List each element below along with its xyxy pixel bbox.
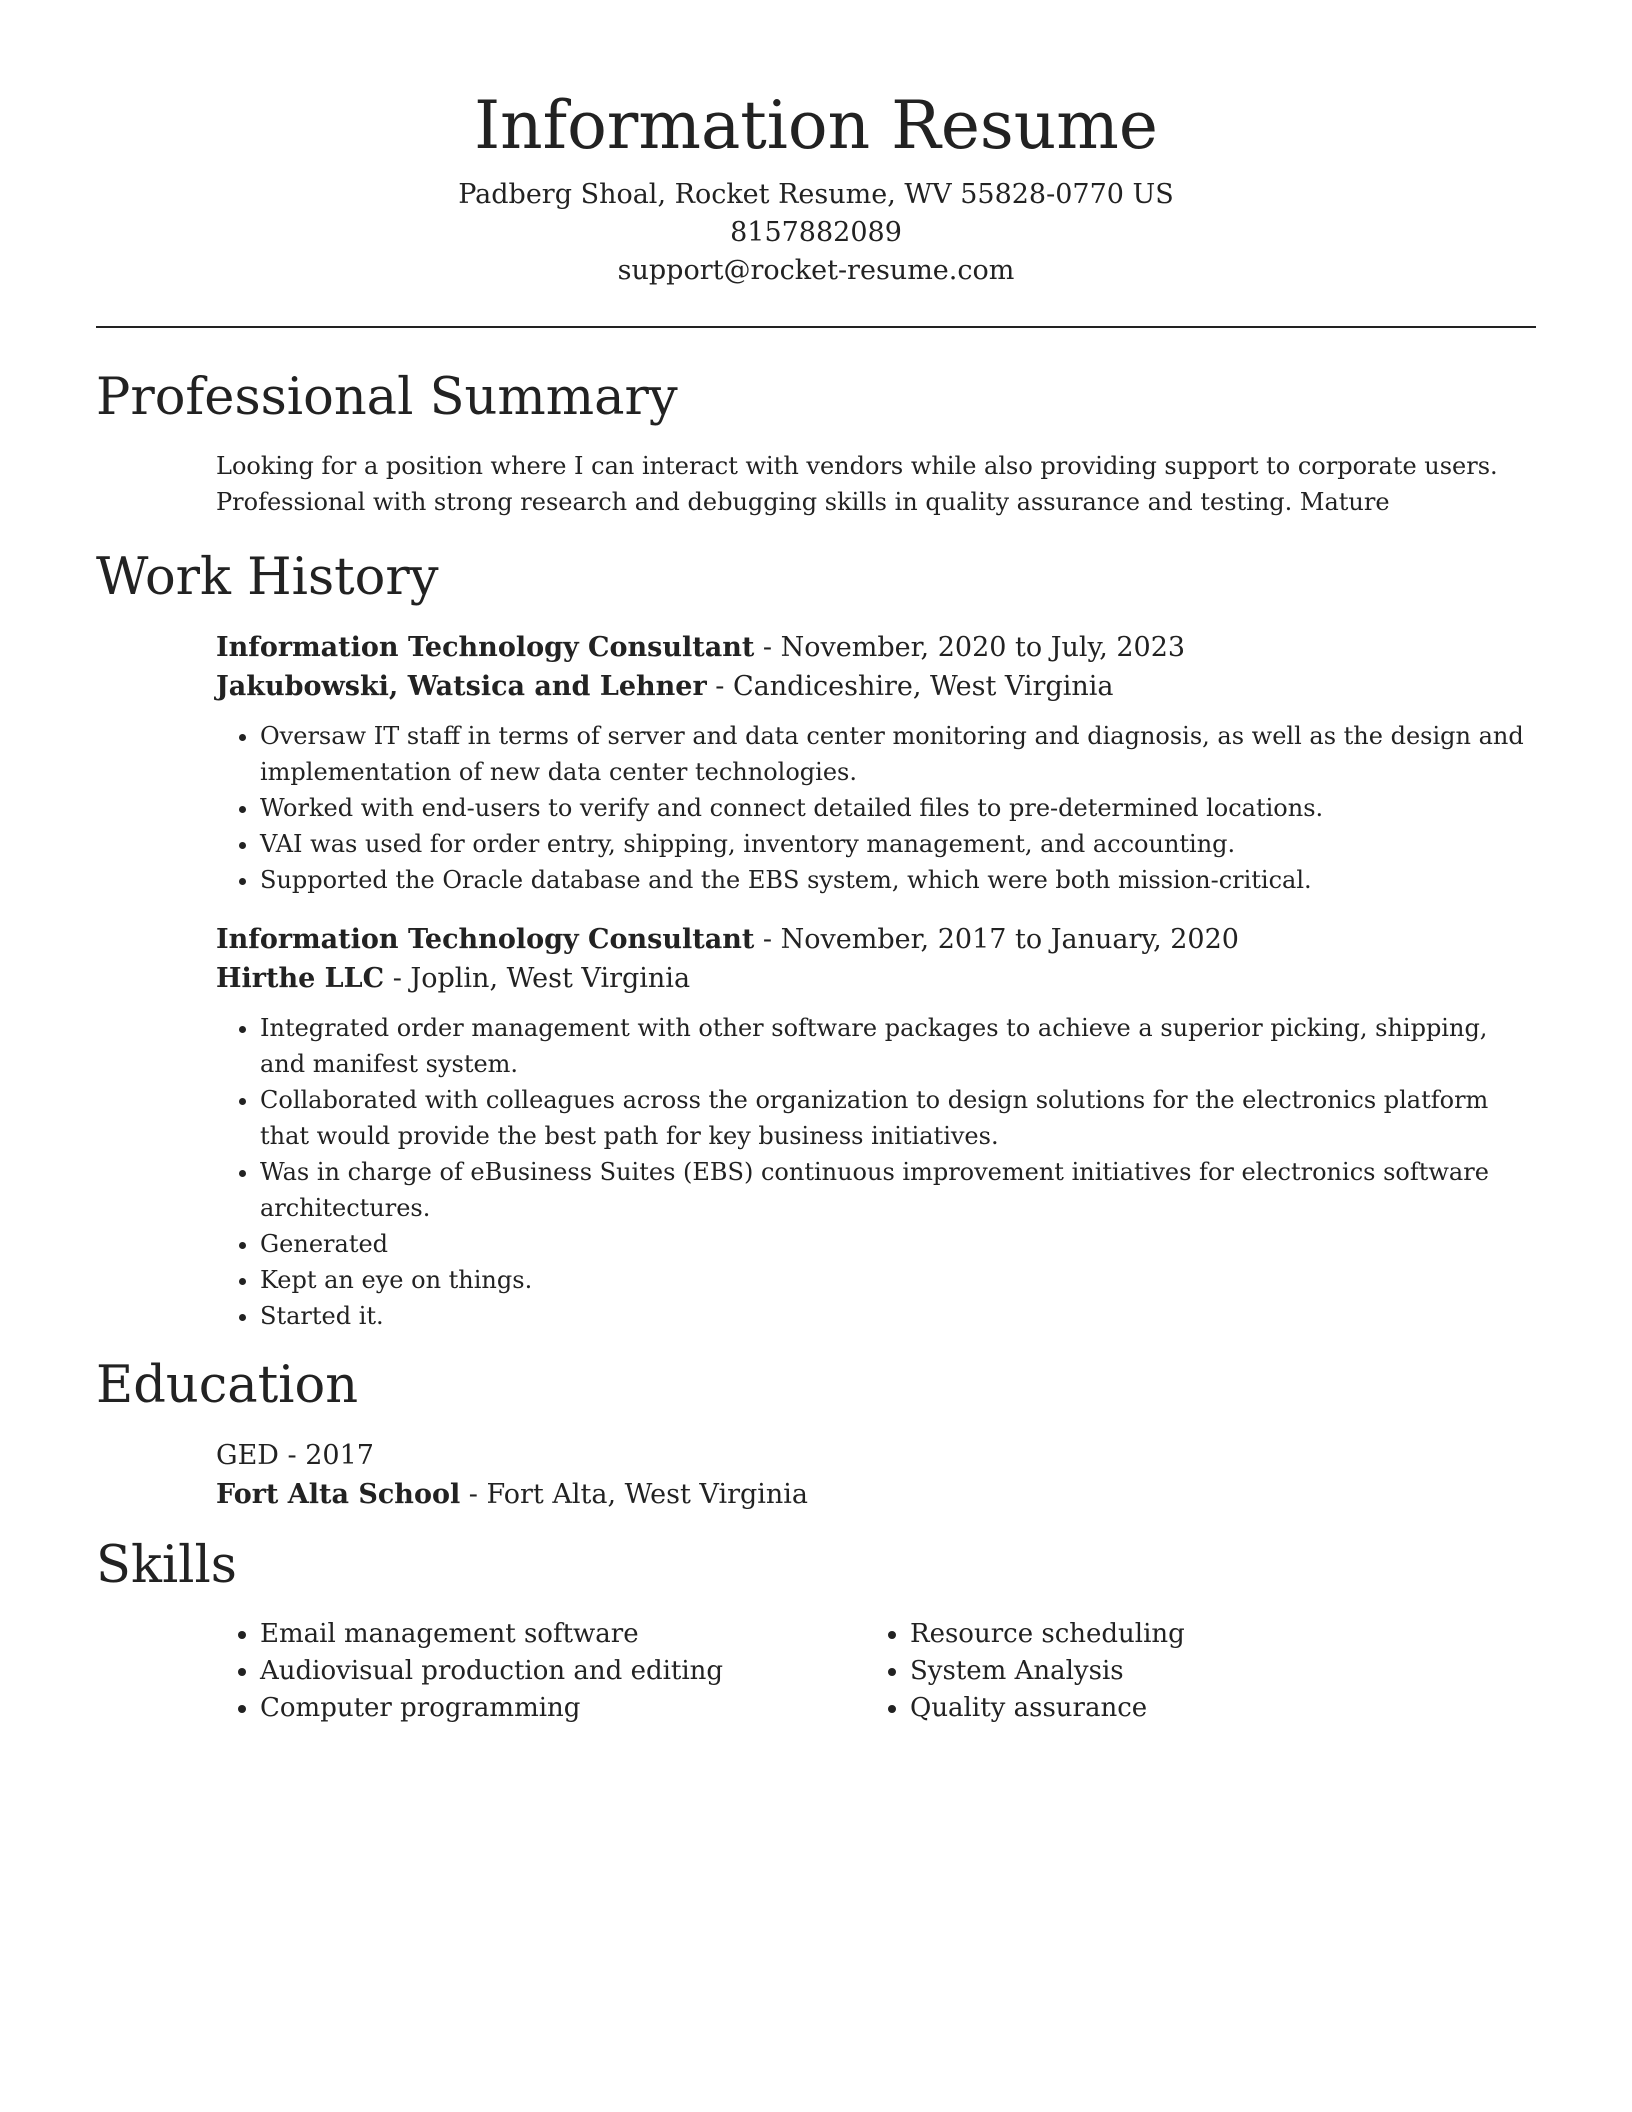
resume-header — [96, 0, 1536, 290]
job-entry — [96, 920, 1536, 1334]
list-item: • VAI was used for order entry, shipping, inventory management, and accounting. — [260, 826, 1536, 862]
contact-address: Padberg Shoal, Rocket Resume, WV 55828-0770 US — [458, 179, 1174, 210]
job-title: Information Technology Consultant — [216, 924, 755, 955]
job-company: Hirthe LLC — [216, 963, 385, 994]
resume-name: Information Resume — [474, 87, 1158, 164]
list-item: • Supported the Oracle database and the EBS system, which were both mission-critical. — [260, 862, 1536, 898]
job-company-line — [216, 667, 1536, 706]
skill-item: • Email management software — [260, 1616, 866, 1653]
job-bullets — [216, 1010, 1536, 1334]
list-item: • Generated — [260, 1226, 1536, 1262]
contact-email: support@rocket-resume.com — [617, 255, 1015, 286]
job-entry — [96, 628, 1536, 898]
list-item: • Started it. — [260, 1298, 1536, 1334]
skills-grid — [96, 1616, 1536, 1727]
header-divider — [96, 326, 1536, 328]
job-location: - Joplin, West Virginia — [384, 963, 691, 994]
skill-item: • Quality assurance — [910, 1690, 1516, 1727]
education-entry — [96, 1436, 1536, 1514]
skill-item: • Resource scheduling — [910, 1616, 1516, 1653]
contact-phone: 8157882089 — [730, 217, 902, 248]
skills-section — [96, 1534, 1536, 1727]
job-company-line — [216, 959, 1536, 998]
education-degree: GED — [216, 1440, 279, 1471]
job-dates: - November, 2017 to January, 2020 — [754, 924, 1239, 955]
education-school-line — [216, 1475, 1536, 1514]
job-company: Jakubowski, Watsica and Lehner — [216, 671, 707, 702]
education-degree-line — [216, 1436, 1536, 1475]
job-title: Information Technology Consultant — [216, 632, 755, 663]
resume-page — [96, 0, 1536, 1727]
education-school: Fort Alta School — [216, 1479, 461, 1510]
list-item: • Kept an eye on things. — [260, 1262, 1536, 1298]
education-year: - 2017 — [278, 1440, 374, 1471]
list-item: • Collaborated with colleagues across the organization to design solutions for the electronics platform that would provide the best path for key business initiatives. — [260, 1082, 1536, 1154]
summary-section — [96, 366, 1536, 520]
job-title-line — [216, 628, 1536, 667]
education-title: Education — [96, 1356, 359, 1415]
list-item: • Integrated order management with other software packages to achieve a superior picking, shipping, and manifest system. — [260, 1010, 1536, 1082]
skills-column-right — [866, 1616, 1516, 1727]
list-item: • Oversaw IT staff in terms of server and data center monitoring and diagnosis, as well as the design and implementation of new data center technologies. — [260, 718, 1536, 790]
job-bullets — [216, 718, 1536, 898]
job-title-line — [216, 920, 1536, 959]
skill-item: • System Analysis — [910, 1653, 1516, 1690]
summary-title: Professional Summary — [96, 368, 678, 427]
job-location: - Candiceshire, West Virginia — [706, 671, 1114, 702]
skill-item: • Audiovisual production and editing — [260, 1653, 866, 1690]
list-item: • Was in charge of eBusiness Suites (EBS) continuous improvement initiatives for electronics software architectures. — [260, 1154, 1536, 1226]
education-location: - Fort Alta, West Virginia — [460, 1479, 809, 1510]
list-item: • Worked with end-users to verify and connect detailed files to pre-determined locations. — [260, 790, 1536, 826]
education-section — [96, 1354, 1536, 1514]
skills-column-left — [216, 1616, 866, 1727]
work-section — [96, 546, 1536, 1334]
skills-title: Skills — [96, 1536, 237, 1595]
job-dates: - November, 2020 to July, 2023 — [754, 632, 1186, 663]
work-title: Work History — [96, 548, 439, 607]
summary-text: Looking for a position where I can interact with vendors while also providing support to corporate users. Professional with strong research and debugging skills in quality assurance and testing. Mature — [216, 452, 1498, 516]
skill-item: • Computer programming — [260, 1690, 866, 1727]
